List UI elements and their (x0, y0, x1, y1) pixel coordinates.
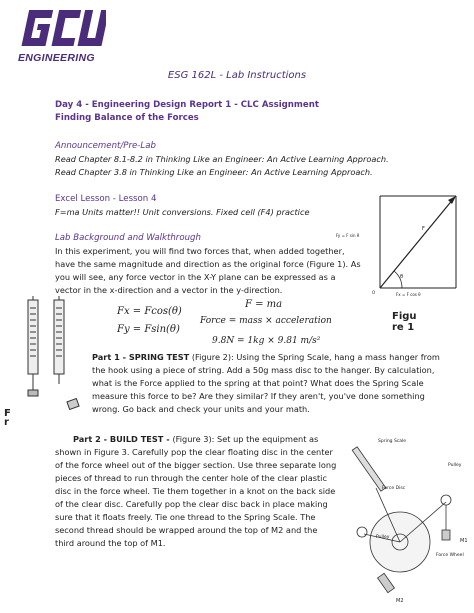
part2-label: Part 2 - BUILD TEST - (73, 434, 173, 444)
part2-paragraph (55, 433, 345, 550)
fig3-label-m1: M1 (460, 538, 468, 544)
announcement-heading: Announcement/Pre-Lab (55, 141, 156, 151)
part1-line: the hook using a piece of string. Add a 50g mass disc to the hanger. By calculation, (92, 365, 435, 375)
announcement-line: Read Chapter 3.8 in Thinking Like an Engineer: An Active Learning Approach. (55, 167, 373, 177)
subheading: Finding Balance of the Forces (55, 113, 199, 123)
fig3-label-pulley-right: Pulley (448, 463, 462, 468)
excel-heading: Excel Lesson - Lesson 4 (55, 194, 157, 204)
part2-line: shown in Figure 3. Carefully pop the clear floating disc in the center (55, 447, 333, 457)
equation-f-ma: F = ma (245, 299, 283, 310)
figure-2-caption (4, 409, 11, 427)
part1-line: wrong. Go back and check your units and your math. (92, 404, 310, 414)
part2-line: pieces of thread to run through the center hole of the clear plastic (55, 473, 327, 483)
lab-line: you will see, any force vector in the X-Y plane can be expressed as a (55, 272, 336, 282)
lab-heading: Lab Background and Walkthrough (55, 233, 201, 243)
lab-line: have the same magnitude and direction as the original force (Figure 1). As (55, 259, 361, 269)
part2-line: disc in the force wheel. Tie them together in a knot on the back side (55, 486, 336, 496)
equation-force-def: Force = mass × acceleration (200, 316, 332, 326)
fig3-label-force-wheel: Force Wheel (436, 553, 464, 558)
part2-line: of the force wheel out of the bigger section. Use three separate long (55, 460, 337, 470)
figure-3-force-table-drawing (336, 426, 470, 606)
figure-1-caption (392, 311, 417, 333)
figure-1-caption-line: re 1 (392, 322, 415, 333)
gcu-logo (16, 6, 106, 50)
day-heading: Day 4 - Engineering Design Report 1 - CLC Assignment (55, 100, 319, 110)
announcement-line: Read Chapter 8.1-8.2 in Thinking Like an Engineer: An Active Learning Approach. (55, 154, 389, 164)
figure-2-caption-line: F (4, 408, 11, 419)
excel-line: F=ma Units matter!! Unit conversions. Fixed cell (F4) practice (55, 207, 310, 217)
figure-1-caption-line: Figu (392, 311, 417, 322)
fig1-label-f: F (422, 226, 425, 232)
fig3-label-spring-scale: Spring Scale (378, 439, 407, 444)
part2-line: of the clear disc. Carefully pop the clear disc back in place making (55, 499, 328, 509)
fig1-label-theta: θ (400, 274, 404, 280)
lab-paragraph (55, 245, 375, 297)
equation-fy: Fy = Fsin(θ) (117, 324, 180, 335)
part2-line: (Figure 3): Set up the equipment as (172, 434, 319, 444)
part1-paragraph (92, 351, 462, 416)
figure-2-caption-line: r (4, 417, 9, 428)
fig1-label-fy: Fy = F sin θ (336, 233, 360, 238)
equation-example: 9.8N = 1kg × 9.81 m/s² (212, 336, 321, 346)
fig1-label-fx: Fx = F cos θ (396, 292, 421, 297)
lab-line: vector in the x-direction and a vector in the y-direction. (55, 285, 283, 295)
figure-2-spring-scale-drawing (8, 296, 88, 416)
figure-1-diagram (330, 190, 470, 300)
fig3-label-m2: M2 (396, 598, 404, 604)
lab-line: In this experiment, you will find two forces that, when added together, (55, 246, 345, 256)
fig3-label-pulley-left: Pulley (376, 535, 390, 540)
fig1-label-o: O (372, 290, 376, 295)
part1-line: measure this force to be? Are they similar? If they aren't, you've done something (92, 391, 425, 401)
part1-label: Part 1 - SPRING TEST (92, 352, 190, 362)
part2-line: second thread should be wrapped around the top of M2 and the (55, 525, 318, 535)
equation-fx: Fx = Fcos(θ) (117, 306, 182, 317)
part1-line: (Figure 2): Using the Spring Scale, hang a mass hanger from (189, 352, 440, 362)
page-title: ESG 162L - Lab Instructions (167, 70, 307, 81)
fig3-label-force-disc: Force Disc (382, 486, 406, 491)
part1-line: what is the Force applied to the spring at that point? What does the Spring Scale (92, 378, 424, 388)
logo-engineering: ENGINEERING (18, 52, 95, 64)
part2-line: third around the top of M1. (55, 538, 166, 548)
part2-line: sure that it floats freely. Tie one thread to the Spring Scale. The (55, 512, 316, 522)
